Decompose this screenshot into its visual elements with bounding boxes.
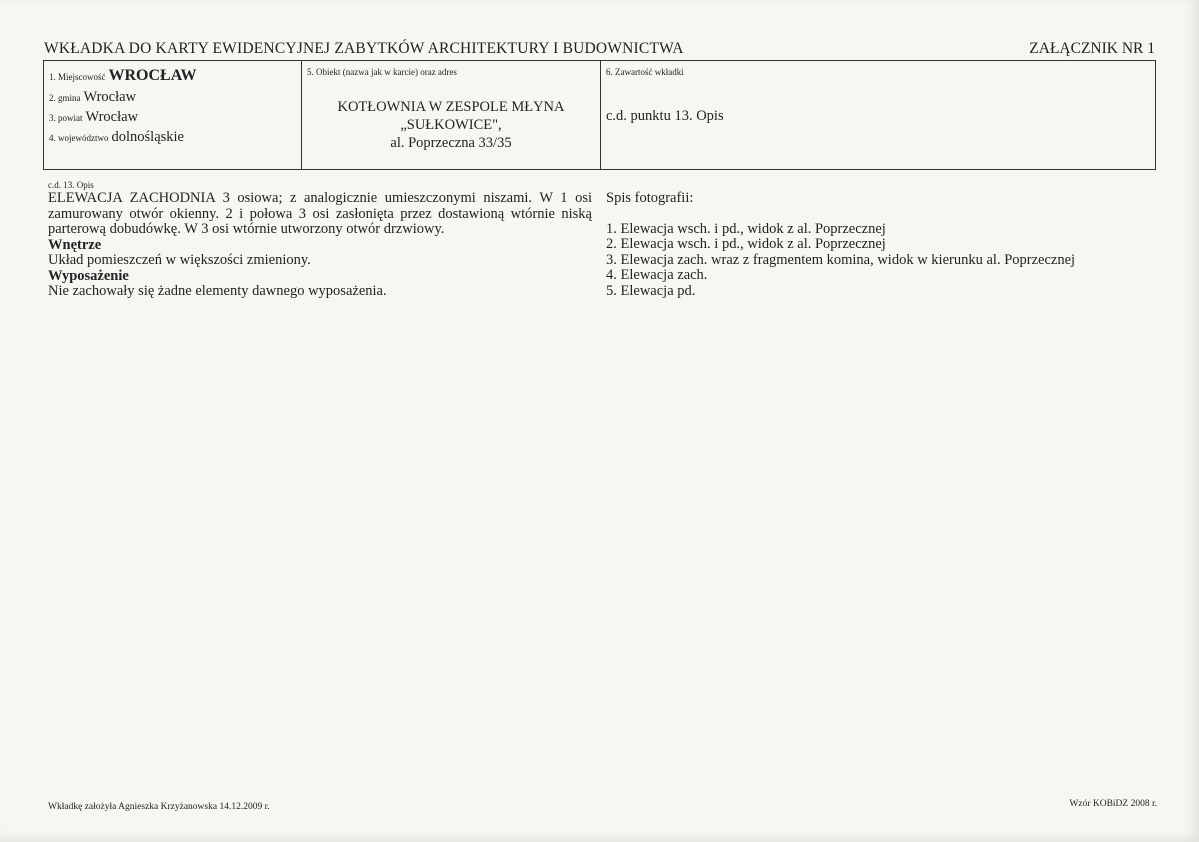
powiat-label: 3. powiat bbox=[49, 113, 83, 123]
equipment-heading: Wyposażenie bbox=[48, 267, 129, 284]
interior-heading: Wnętrze bbox=[48, 236, 102, 253]
miejscowosc-label: 1. Miejscowość bbox=[49, 72, 106, 82]
header-table bbox=[43, 60, 1156, 170]
interior-text: Układ pomieszczeń w większości zmieniony. bbox=[48, 252, 311, 268]
photo-item: 2. Elewacja wsch. i pd., widok z al. Poprzecznej bbox=[606, 236, 886, 252]
miejscowosc-row bbox=[49, 67, 197, 85]
photo-list-column bbox=[606, 191, 1156, 299]
document-title: WKŁADKA DO KARTY EWIDENCYJNEJ ZABYTKÓW ARCHITEKTURY I BUDOWNICTWA bbox=[44, 40, 684, 57]
object-label: 5. Obiekt (nazwa jak w karcie) oraz adres bbox=[307, 67, 457, 77]
equipment-text: Nie zachowały się żadne elementy dawnego wyposażenia. bbox=[48, 283, 387, 299]
contents-cell bbox=[601, 61, 1155, 169]
powiat-value: Wrocław bbox=[85, 109, 139, 125]
description-label: c.d. 13. Opis bbox=[48, 180, 94, 190]
object-cell bbox=[302, 61, 601, 169]
object-name bbox=[302, 98, 600, 152]
west-elevation-paragraph: ELEWACJA ZACHODNIA 3 osiowa; z analogicznie umieszczonymi niszami. W 1 osi zamurowany otwór okienny. 2 i połowa 3 osi zasłonięta przez dostawioną wtórnie niską parterową dobudówkę. W 3 osi wtórnie utworzony otwór drzwiowy. bbox=[48, 190, 592, 237]
annex-number: ZAŁĄCZNIK NR 1 bbox=[1029, 40, 1155, 57]
photo-item: 4. Elewacja zach. bbox=[606, 267, 708, 283]
object-line-2: „SUŁKOWICE", bbox=[400, 117, 502, 133]
powiat-row bbox=[49, 109, 138, 126]
template-note: Wzór KOBiDZ 2008 r. bbox=[1069, 799, 1157, 809]
photo-item: 5. Elewacja pd. bbox=[606, 282, 696, 299]
wojewodztwo-row bbox=[49, 129, 184, 146]
gmina-row bbox=[49, 89, 136, 106]
gmina-label: 2. gmina bbox=[49, 93, 81, 103]
wojewodztwo-label: 4. województwo bbox=[49, 133, 109, 143]
object-line-1: KOTŁOWNIA W ZESPOLE MŁYNA bbox=[337, 99, 565, 115]
contents-label: 6. Zawartość wkładki bbox=[606, 67, 684, 77]
author-note: Wkładkę założyła Agnieszka Krzyżanowska 14.12.2009 r. bbox=[48, 802, 270, 812]
photo-item: 1. Elewacja wsch. i pd., widok z al. Poprzecznej bbox=[606, 220, 886, 237]
photo-list-title: Spis fotografii: bbox=[606, 190, 694, 206]
location-cell bbox=[44, 61, 302, 169]
gmina-value: Wrocław bbox=[83, 89, 137, 105]
wojewodztwo-value: dolnośląskie bbox=[111, 129, 184, 145]
object-address: al. Poprzeczna 33/35 bbox=[390, 135, 512, 151]
description-column bbox=[48, 191, 592, 300]
contents-value: c.d. punktu 13. Opis bbox=[606, 108, 724, 124]
photo-item: 3. Elewacja zach. wraz z fragmentem komina, widok w kierunku al. Poprzecznej bbox=[606, 251, 1076, 268]
miejscowosc-value: WROCŁAW bbox=[108, 67, 197, 84]
